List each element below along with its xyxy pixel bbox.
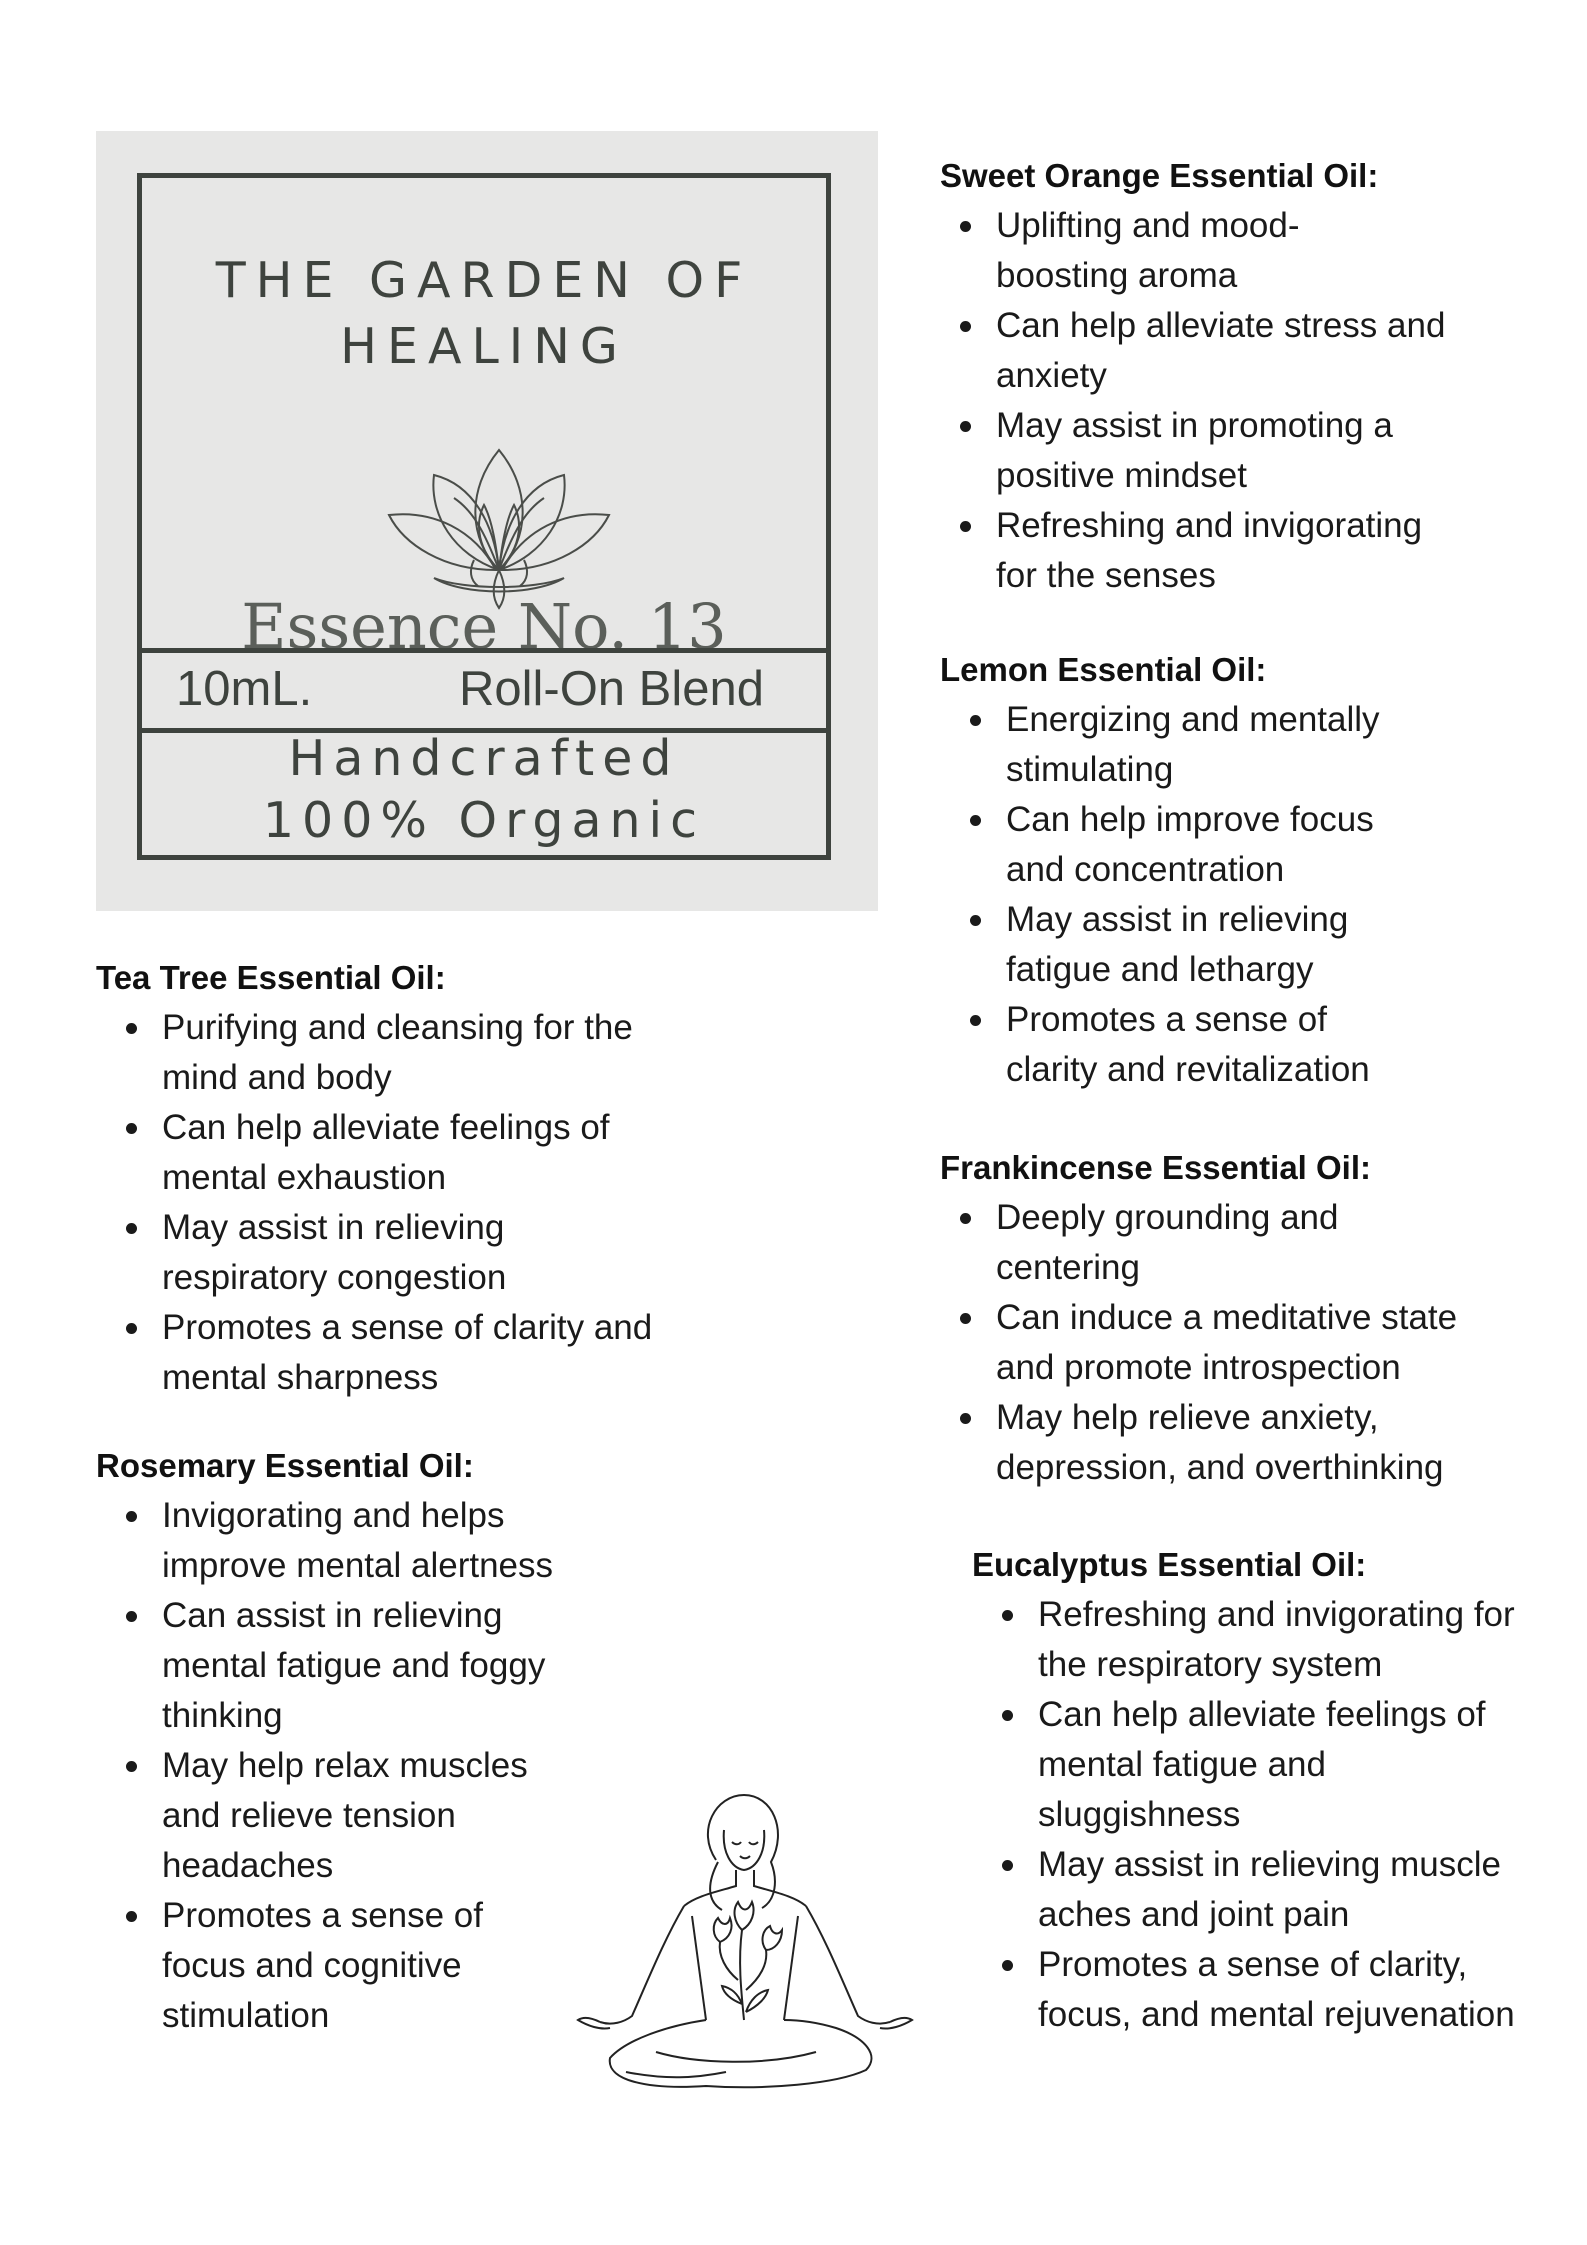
bullet-icon [1002, 1610, 1013, 1621]
volume: 10mL. [176, 662, 313, 716]
benefit-text-line: Can help alleviate feelings of [1038, 1695, 1486, 1734]
oil-title: Rosemary Essential Oil: [96, 1447, 474, 1484]
bullet-icon [126, 1761, 137, 1772]
oil-benefit-list [126, 1003, 716, 1403]
benefit-text-line: mental fatigue and [1038, 1745, 1326, 1784]
benefit-text-line: headaches [162, 1846, 334, 1885]
benefit-text-line: fatigue and lethargy [1006, 950, 1314, 989]
bullet-icon [960, 221, 971, 232]
benefit-text-line: mental exhaustion [162, 1158, 447, 1197]
oil-benefit-list [1002, 1590, 1572, 2040]
benefit-text-line: boosting aroma [996, 256, 1238, 295]
craft-line-2: 100% Organic [262, 792, 706, 849]
craft-info [142, 728, 826, 852]
oil-section-eucalyptus [972, 1540, 1572, 2040]
oil-benefit-list [960, 1193, 1540, 1493]
benefit-text-line: sluggishness [1038, 1795, 1241, 1834]
benefit-item [126, 1203, 716, 1303]
lotus-icon [374, 420, 624, 610]
benefit-item [960, 401, 1500, 501]
benefit-text-line: Can induce a meditative state [996, 1298, 1458, 1337]
benefit-item [126, 1491, 616, 1591]
benefit-text-line: clarity and revitalization [1006, 1050, 1370, 1089]
bullet-icon [1002, 1710, 1013, 1721]
benefit-text-line: May help relax muscles [162, 1746, 528, 1785]
benefit-item [960, 1393, 1540, 1493]
benefit-text-line: and concentration [1006, 850, 1285, 889]
benefit-text-line: focus and cognitive [162, 1946, 462, 1985]
benefit-text-line: anxiety [996, 356, 1107, 395]
meditating-woman-icon [566, 1790, 916, 2120]
oil-section-lemon [940, 645, 1460, 1095]
benefit-item [126, 1303, 716, 1403]
benefit-item [1002, 1940, 1572, 2040]
benefit-item [960, 1193, 1540, 1293]
oil-title: Lemon Essential Oil: [940, 651, 1267, 688]
benefit-text-line: Energizing and mentally [1006, 700, 1380, 739]
bullet-icon [970, 1015, 981, 1026]
bullet-icon [960, 321, 971, 332]
benefit-text-line: Promotes a sense of clarity, [1038, 1945, 1468, 1984]
benefit-item [970, 695, 1460, 795]
bullet-icon [960, 1313, 971, 1324]
benefit-text-line: Promotes a sense of [1006, 1000, 1327, 1039]
bullet-icon [960, 1413, 971, 1424]
benefit-text-line: mental fatigue and foggy [162, 1646, 546, 1685]
benefit-text-line: the respiratory system [1038, 1645, 1383, 1684]
oil-title: Eucalyptus Essential Oil: [972, 1546, 1367, 1583]
benefit-item [970, 895, 1460, 995]
oil-benefit-list [126, 1491, 616, 2041]
oil-section-frankincense [940, 1143, 1540, 1493]
benefit-item [970, 995, 1460, 1095]
benefit-item [126, 1103, 716, 1203]
brand-line-2: HEALING [340, 318, 628, 375]
benefit-text-line: Promotes a sense of [162, 1896, 483, 1935]
benefit-text-line: Can help alleviate stress and [996, 306, 1446, 345]
benefit-item [960, 1293, 1540, 1393]
benefit-item [126, 1891, 616, 2041]
benefit-text-line: improve mental alertness [162, 1546, 553, 1585]
benefit-text-line: May assist in relieving [1006, 900, 1349, 939]
benefit-text-line: Can help alleviate feelings of [162, 1108, 610, 1147]
benefit-text-line: Can assist in relieving [162, 1596, 503, 1635]
benefit-text-line: stimulation [162, 1996, 330, 2035]
benefit-item [1002, 1590, 1572, 1690]
essence-name: Essence No. 13 [241, 590, 727, 663]
benefit-text-line: Promotes a sense of clarity and [162, 1308, 653, 1347]
benefit-item [960, 201, 1500, 301]
bullet-icon [970, 715, 981, 726]
benefit-text-line: Deeply grounding and [996, 1198, 1339, 1237]
bullet-icon [126, 1023, 137, 1034]
benefit-item [970, 795, 1460, 895]
product-label [96, 131, 878, 911]
benefit-text-line: Uplifting and mood- [996, 206, 1300, 245]
benefit-item [960, 501, 1500, 601]
benefit-text-line: mind and body [162, 1058, 392, 1097]
benefit-text-line: respiratory congestion [162, 1258, 507, 1297]
bullet-icon [960, 1213, 971, 1224]
bullet-icon [126, 1223, 137, 1234]
bullet-icon [970, 815, 981, 826]
benefit-text-line: Refreshing and invigorating [996, 506, 1423, 545]
bullet-icon [126, 1511, 137, 1522]
oil-benefit-list [960, 201, 1500, 601]
benefit-item [126, 1741, 616, 1891]
bullet-icon [126, 1911, 137, 1922]
benefit-text-line: May help relieve anxiety, [996, 1398, 1379, 1437]
benefit-text-line: May assist in promoting a [996, 406, 1393, 445]
benefit-text-line: May assist in relieving muscle [1038, 1845, 1501, 1884]
benefit-item [126, 1003, 716, 1103]
bullet-icon [126, 1611, 137, 1622]
volume-row [142, 648, 826, 733]
brand-name [142, 248, 826, 380]
benefit-text-line: focus, and mental rejuvenation [1038, 1995, 1515, 2034]
oil-section-tea-tree [96, 953, 716, 1403]
benefit-text-line: mental sharpness [162, 1358, 439, 1397]
benefit-text-line: for the senses [996, 556, 1216, 595]
benefit-text-line: Refreshing and invigorating for [1038, 1595, 1515, 1634]
benefit-text-line: May assist in relieving [162, 1208, 505, 1247]
oil-title: Frankincense Essential Oil: [940, 1149, 1371, 1186]
label-frame [137, 173, 831, 860]
benefit-text-line: and promote introspection [996, 1348, 1401, 1387]
benefit-item [960, 301, 1500, 401]
oil-section-sweet-orange [940, 151, 1500, 601]
benefit-text-line: Invigorating and helps [162, 1496, 505, 1535]
benefit-text-line: and relieve tension [162, 1796, 456, 1835]
oil-section-rosemary [96, 1441, 616, 2041]
benefit-item [126, 1591, 616, 1741]
bullet-icon [960, 521, 971, 532]
brand-line-1: THE GARDEN OF [215, 252, 753, 309]
benefit-text-line: depression, and overthinking [996, 1448, 1444, 1487]
product-type: Roll-On Blend [458, 662, 764, 716]
bullet-icon [1002, 1860, 1013, 1871]
benefit-text-line: aches and joint pain [1038, 1895, 1350, 1934]
bullet-icon [126, 1123, 137, 1134]
benefit-text-line: stimulating [1006, 750, 1174, 789]
bullet-icon [960, 421, 971, 432]
craft-line-1: Handcrafted [288, 730, 680, 787]
bullet-icon [970, 915, 981, 926]
benefit-text-line: thinking [162, 1696, 283, 1735]
oil-benefit-list [970, 695, 1460, 1095]
benefit-text-line: positive mindset [996, 456, 1247, 495]
benefit-text-line: Can help improve focus [1006, 800, 1374, 839]
benefit-text-line: Purifying and cleansing for the [162, 1008, 633, 1047]
benefit-text-line: centering [996, 1248, 1140, 1287]
benefit-item [1002, 1840, 1572, 1940]
bullet-icon [126, 1323, 137, 1334]
bullet-icon [1002, 1960, 1013, 1971]
oil-title: Tea Tree Essential Oil: [96, 959, 446, 996]
benefit-item [1002, 1690, 1572, 1840]
oil-title: Sweet Orange Essential Oil: [940, 157, 1379, 194]
